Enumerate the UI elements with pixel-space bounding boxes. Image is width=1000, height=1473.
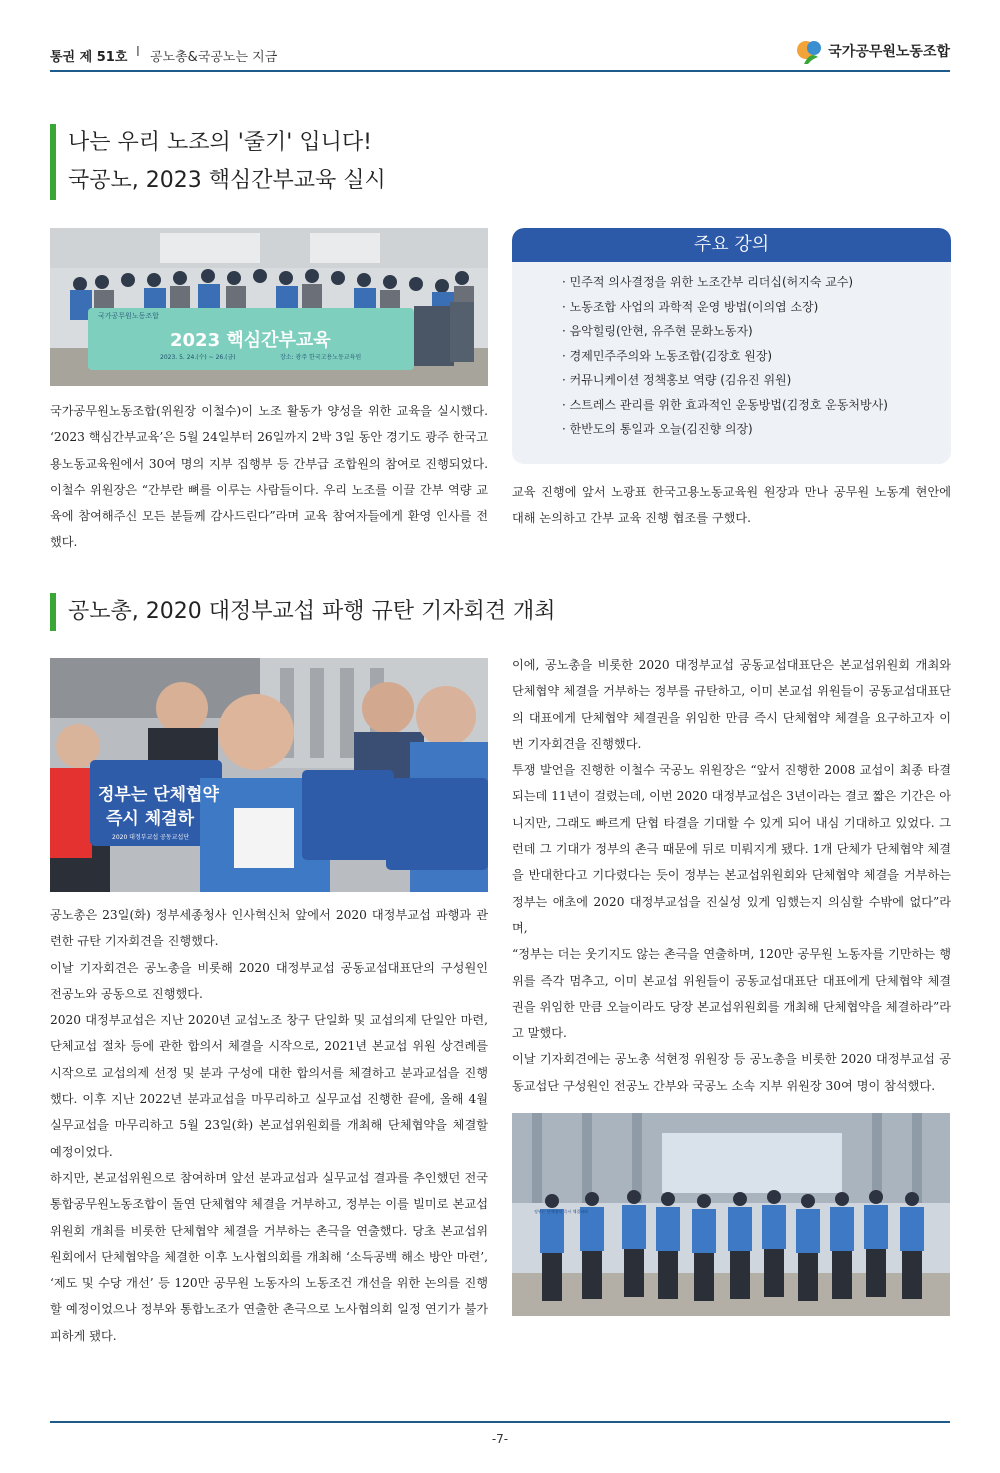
photo2-sign-text: 정부는 단체협약 즉시 체결하라 — [534, 1209, 589, 1214]
page-header — [50, 42, 950, 72]
article2-right-paragraph: 투쟁 발언을 진행한 이철수 국공노 위원장은 “앞서 진행한 2008 교섭이 최종 타결되는데 11년이 걸렸는데, 이번 2020 대정부교섭은 3년이라는 결코 짧은 기간은 아니지만, 그래도 빠르게 단협 타결을 기대할 수 있게 되어 내심 기대하고 있었다. 그런데 그 기대가 정부의 촌극 때문에 뒤로 미뤄지게 됐다. 1개 단체가 단체협약 체결을 반대한다고 기다렸다는 듯이 정부는 본교섭위원회와 단체협약 체결을 거부하는 정부는 애초에 2020 대정부교섭을 진실성 있게 임했는지 의심할 수밖에 없다”라며, — [512, 763, 951, 935]
group-protest-photo — [512, 1113, 950, 1316]
page-number: -7- — [491, 1432, 509, 1446]
article1-right-paragraph: 교육 진행에 앞서 노광표 한국고용노동교육원 원장과 만나 공무원 노동계 현안에 대해 논의하고 간부 교육 진행 협조를 구했다. — [512, 485, 951, 526]
lecture-item: · 경제민주주의와 노동조합(김장호 원장) — [562, 344, 951, 369]
article2-left-paragraph: 2020 대정부교섭은 지난 2020년 교섭노조 창구 단일화 및 교섭의제 단일안 마련, 단체교섭 절차 등에 관한 합의서 체결을 시작으로, 2021년 본교섭 위원 상견례를 시작으로 교섭의제 선정 및 분과 구성에 대한 합의서를 체결하고 분과교섭을 진행했다. 이후 지난 2022년 분과교섭을 마무리하고 실무교섭 진행한 끝에, 올해 4월 실무교섭을 마무리하고 5월 23일(화) 본교섭위원회를 개최해 단체협약을 체결할 예정이었다. — [50, 1013, 488, 1159]
article2-right-paragraph: 이날 기자회견에는 공노총 석현정 위원장 등 공노총을 비롯한 2020 대정부교섭 공동교섭단 구성원인 전공노 간부와 국공노 소속 지부 위원장 30여 명이 참석했다. — [512, 1052, 951, 1093]
photo-sign-small: 2020 대정부교섭 공동교섭단 — [112, 834, 190, 841]
banner-date: 2023. 5. 24.(수) ~ 26.(금) — [160, 354, 236, 361]
banner-title: 2023 핵심간부교육 — [170, 330, 331, 351]
logo-mark-icon — [796, 37, 824, 65]
article2-left-paragraph: 이날 기자회견은 공노총을 비롯해 2020 대정부교섭 공동교섭대표단의 구성원인 전공노와 공동으로 진행했다. — [50, 960, 488, 1001]
article2-left-text — [50, 902, 488, 1349]
footer-rule — [50, 1421, 950, 1423]
article1-left-text — [50, 398, 488, 556]
article1-title — [50, 124, 386, 200]
article2-left-paragraph: 하지만, 본교섭위원으로 참여하며 앞선 분과교섭과 실무교섭 결과를 추인했던 전국통합공무원노동조합이 돌연 단체협약 체결을 거부하고, 정부는 이를 빌미로 본교섭위원회 개최를 비롯한 단체협약 체결을 거부하는 촌극을 연출했다. 당초 본교섭위원회에서 단체협약을 체결한 이후 노사협의회를 개최해 ‘소득공백 해소 방안 마련’, ‘제도 및 수당 개선’ 등 120만 공무원 노동자의 노동조건 개선을 위한 논의를 진행할 예정이었으나 정부와 통합노조가 연출한 촌극으로 노사협의회 일정 연기가 불가피하게 됐다. — [50, 1170, 488, 1343]
article2-right-paragraph: “정부는 더는 웃기지도 않는 촌극을 연출하며, 120만 공무원 노동자를 기만하는 행위를 즉각 멈추고, 이미 본교섭 위원들이 공동교섭대표단 대표에게 단체협약 체결권을 위임한 만큼 오늘이라도 당장 본교섭위원회를 개최해 단체협약을 체결하라”라고 말했다. — [512, 947, 951, 1041]
header-separator: I — [136, 45, 140, 60]
article2-title-line: 공노총, 2020 대정부교섭 파행 규탄 기자회견 개최 — [68, 599, 556, 624]
article1-title-line2: 국공노, 2023 핵심간부교육 실시 — [68, 168, 386, 193]
section-name: 공노총&국공노는 지금 — [150, 50, 278, 65]
article1-right-text — [512, 479, 951, 532]
article1-paragraph: 국가공무원노동조합(위원장 이철수)이 노조 활동가 양성을 위한 교육을 실시했다. ‘2023 핵심간부교육’은 5월 24일부터 26일까지 2박 3일 동안 경기도 광주 한국고용노동교육원에서 30여 명의 지부 집행부 등 간부급 조합원의 참여로 진행되었다. 이철수 위원장은 “간부란 뼈를 이루는 사람들이다. 우리 노조를 이끌 간부 역량 교육에 참여해주신 모든 분들께 감사드린다”라며 교육 참여자들에게 환영 인사를 전했다. — [50, 404, 488, 550]
education-group-photo — [50, 228, 488, 386]
banner-place: 장소: 광주 한국고용노동교육원 — [280, 354, 362, 361]
photo-sign-main: 정부는 단체협약 — [98, 785, 219, 805]
banner-org: 국가공무원노동조합 — [98, 312, 159, 320]
lecture-item: · 커뮤니케이션 정책홍보 역량 (김유진 위원) — [562, 368, 951, 393]
article2-right-paragraph: 이에, 공노총을 비롯한 2020 대정부교섭 공동교섭대표단은 본교섭위원회 개최와 단체협약 체결을 거부하는 정부를 규탄하고, 이미 본교섭 위원들이 공동교섭대표단의 대표에게 단체협약 체결권을 위임한 만큼 즉시 단체협약 체결을 요구하고자 이번 기자회견을 진행했다. — [512, 658, 951, 751]
issue-number: 통권 제 51호 — [50, 50, 128, 65]
article2-left-paragraph: 공노총은 23일(화) 정부세종청사 인사혁신처 앞에서 2020 대정부교섭 파행과 관련한 규탄 기자회견을 진행했다. — [50, 908, 488, 949]
lecture-item: · 스트레스 관리를 위한 효과적인 운동방법(김정호 운동처방사) — [562, 393, 951, 418]
lecture-item: · 노동조합 사업의 과학적 운영 방법(이의엽 소장) — [562, 295, 951, 320]
lecture-item: · 민주적 의사결정을 위한 노조간부 리더십(허지숙 교수) — [562, 270, 951, 295]
article2-title — [50, 593, 555, 631]
lecture-item: · 음악힐링(안현, 유주현 문화노동자) — [562, 319, 951, 344]
article1-title-line1: 나는 우리 노조의 '줄기' 입니다! — [68, 130, 372, 155]
org-name: 국가공무원노동조합 — [828, 44, 950, 60]
press-conference-photo — [50, 658, 488, 892]
lectures-list — [512, 262, 951, 442]
lectures-box — [512, 228, 951, 464]
article2-right-text — [512, 652, 951, 1099]
lecture-item: · 한반도의 통일과 오늘(김진향 의장) — [562, 417, 951, 442]
photo-sign-sub: 즉시 체결하 — [106, 809, 195, 829]
org-logo — [796, 36, 950, 66]
lectures-title: 주요 강의 — [512, 228, 951, 262]
